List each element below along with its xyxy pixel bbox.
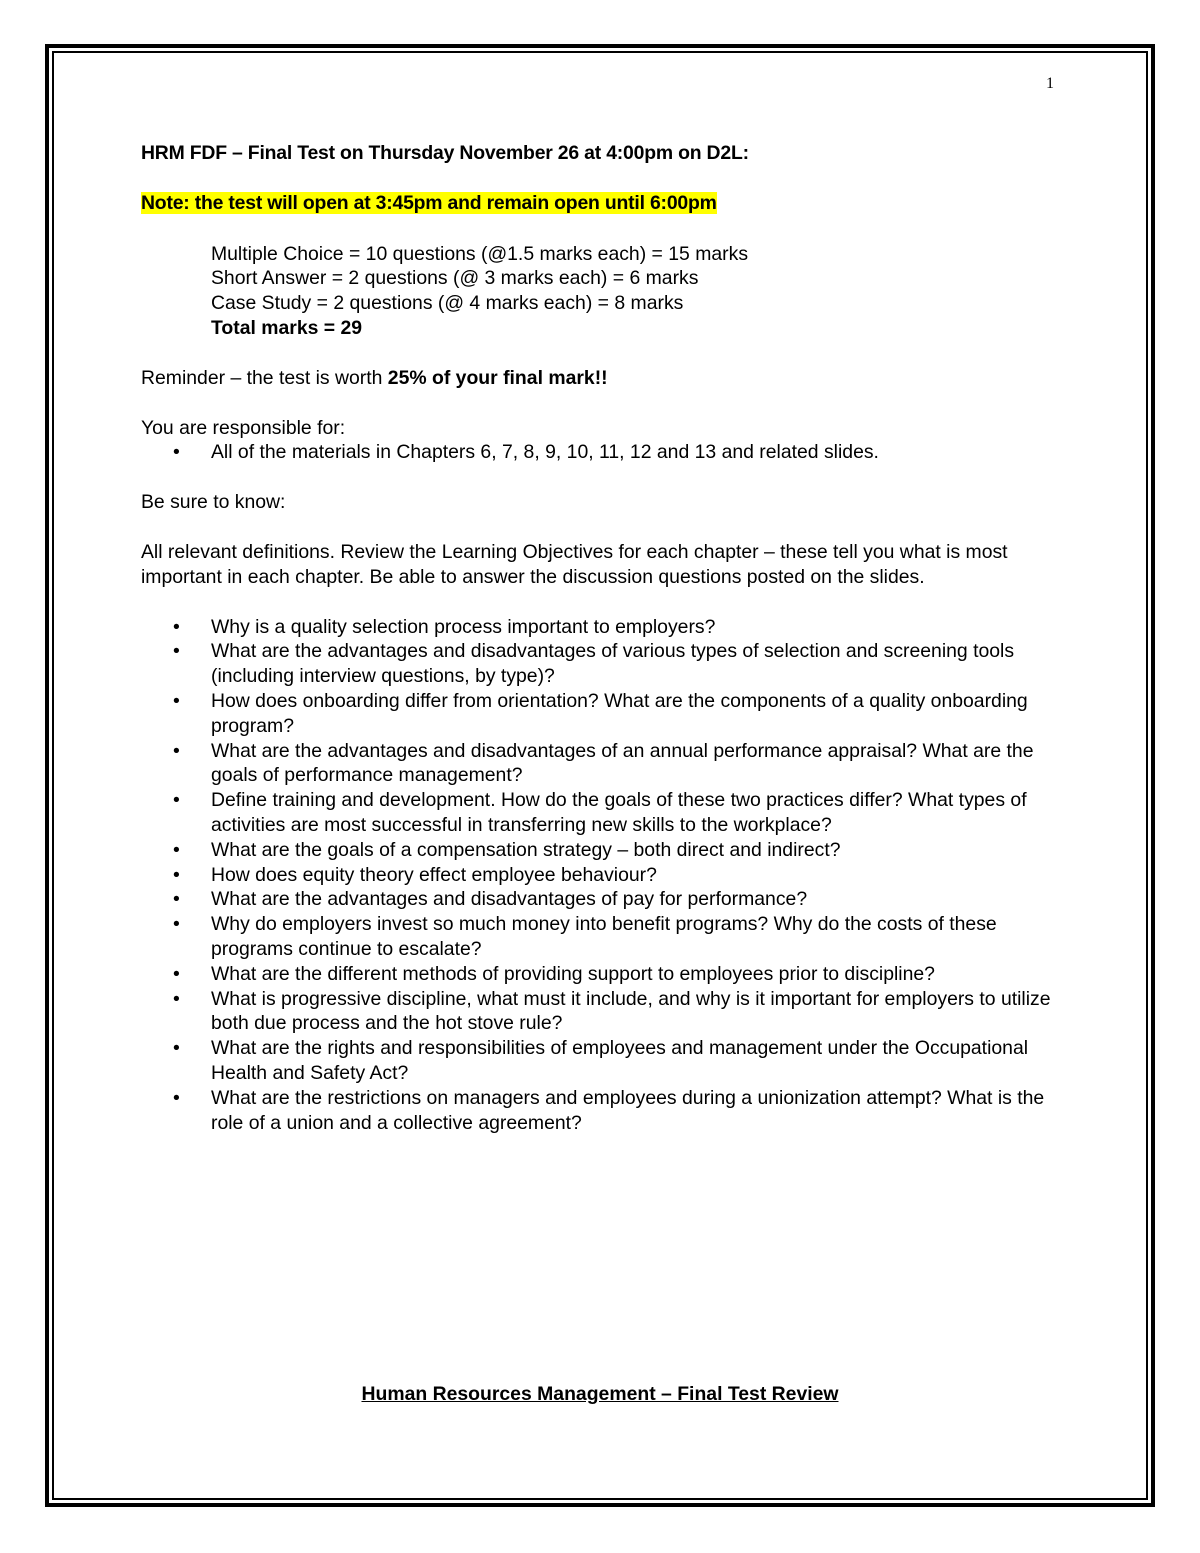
reminder: [141, 366, 1066, 391]
list-item: [141, 615, 1066, 640]
list-item: [141, 912, 1066, 962]
bullet-icon: •: [173, 739, 180, 762]
bullet-icon: •: [173, 1086, 180, 1109]
question-text: What are the different methods of providing support to employees prior to discipline?: [211, 962, 935, 985]
bullet-icon: •: [173, 913, 180, 936]
reminder-prefix: Reminder – the test is worth: [141, 366, 388, 389]
bullet-icon: •: [173, 640, 180, 663]
bullet-icon: •: [173, 615, 180, 638]
definitions-paragraph: All relevant definitions. Review the Learning Objectives for each chapter – these tell you what is most important in each chapter. Be able to answer the discussion questions posted on the slides.: [141, 540, 1008, 588]
bullet-icon: •: [173, 838, 180, 861]
list-item: [141, 962, 1066, 987]
bullet-icon: •: [173, 689, 180, 712]
bullet-icon: •: [173, 789, 180, 812]
marks-case-study: Case Study = 2 questions (@ 4 marks each) = 8 marks: [211, 292, 684, 315]
document-body: [141, 141, 1066, 1135]
reminder-emphasis: 25% of your final mark!!: [387, 366, 608, 389]
responsible-heading: You are responsible for:: [141, 416, 346, 439]
question-text: What are the goals of a compensation strategy – both direct and indirect?: [211, 838, 841, 861]
list-item: [141, 639, 1066, 689]
document-title: HRM FDF – Final Test on Thursday November 26 at 4:00pm on D2L:: [141, 142, 749, 164]
list-item: [141, 1086, 1066, 1136]
list-item: [141, 1036, 1066, 1086]
question-text: What are the rights and responsibilities of employees and management under the Occupational Health and Safety Act?: [211, 1037, 1029, 1084]
question-text: Why do employers invest so much money into benefit programs? Why do the costs of these programs continue to escalate?: [211, 913, 997, 960]
question-text: What is progressive discipline, what must it include, and why is it important for employers to utilize both due process and the hot stove rule?: [211, 987, 1051, 1035]
bullet-icon: •: [173, 987, 180, 1010]
list-item: [141, 440, 1066, 465]
responsible-section: [141, 416, 1066, 466]
bullet-icon: •: [173, 1037, 180, 1060]
bullet-icon: •: [173, 863, 180, 886]
list-item: [141, 863, 1066, 888]
footer-title: Human Resources Management – Final Test Review: [361, 1383, 839, 1405]
discussion-questions-list: [141, 615, 1066, 1136]
question-text: How does equity theory effect employee behaviour?: [211, 863, 657, 886]
question-text: What are the restrictions on managers and employees during a unionization attempt? What is the role of a union and a collective agreement?: [211, 1086, 1045, 1134]
marks-breakdown: [141, 242, 1066, 341]
bullet-icon: •: [173, 962, 180, 985]
question-text: Define training and development. How do the goals of these two practices differ? What types of activities are most successful in transferring new skills to the workplace?: [211, 789, 1027, 836]
marks-short-answer: Short Answer = 2 questions (@ 3 marks each) = 6 marks: [211, 267, 699, 290]
list-item: [141, 838, 1066, 863]
marks-total: Total marks = 29: [211, 316, 363, 339]
list-item: [141, 788, 1066, 838]
question-text: How does onboarding differ from orientation? What are the components of a quality onboarding program?: [211, 689, 1028, 737]
be-sure-heading: Be sure to know:: [141, 491, 286, 514]
page-number: 1: [1046, 75, 1054, 92]
list-item: [141, 987, 1066, 1037]
question-text: Why is a quality selection process important to employers?: [211, 615, 716, 638]
responsible-list: [141, 440, 1066, 465]
note-line: [141, 191, 1066, 216]
bullet-icon: •: [173, 441, 180, 464]
list-item-text: All of the materials in Chapters 6, 7, 8, 9, 10, 11, 12 and 13 and related slides.: [211, 441, 879, 464]
marks-multiple-choice: Multiple Choice = 10 questions (@1.5 marks each) = 15 marks: [211, 242, 749, 265]
highlighted-note: Note: the test will open at 3:45pm and remain open until 6:00pm: [141, 191, 717, 214]
question-text: What are the advantages and disadvantages of various types of selection and screening tools (including interview questions, by type)?: [211, 640, 1015, 688]
list-item: [141, 689, 1066, 739]
bullet-icon: •: [173, 888, 180, 911]
question-text: What are the advantages and disadvantages of an annual performance appraisal? What are the goals of performance management?: [211, 739, 1034, 787]
list-item: [141, 887, 1066, 912]
list-item: [141, 739, 1066, 789]
question-text: What are the advantages and disadvantages of pay for performance?: [211, 888, 808, 911]
